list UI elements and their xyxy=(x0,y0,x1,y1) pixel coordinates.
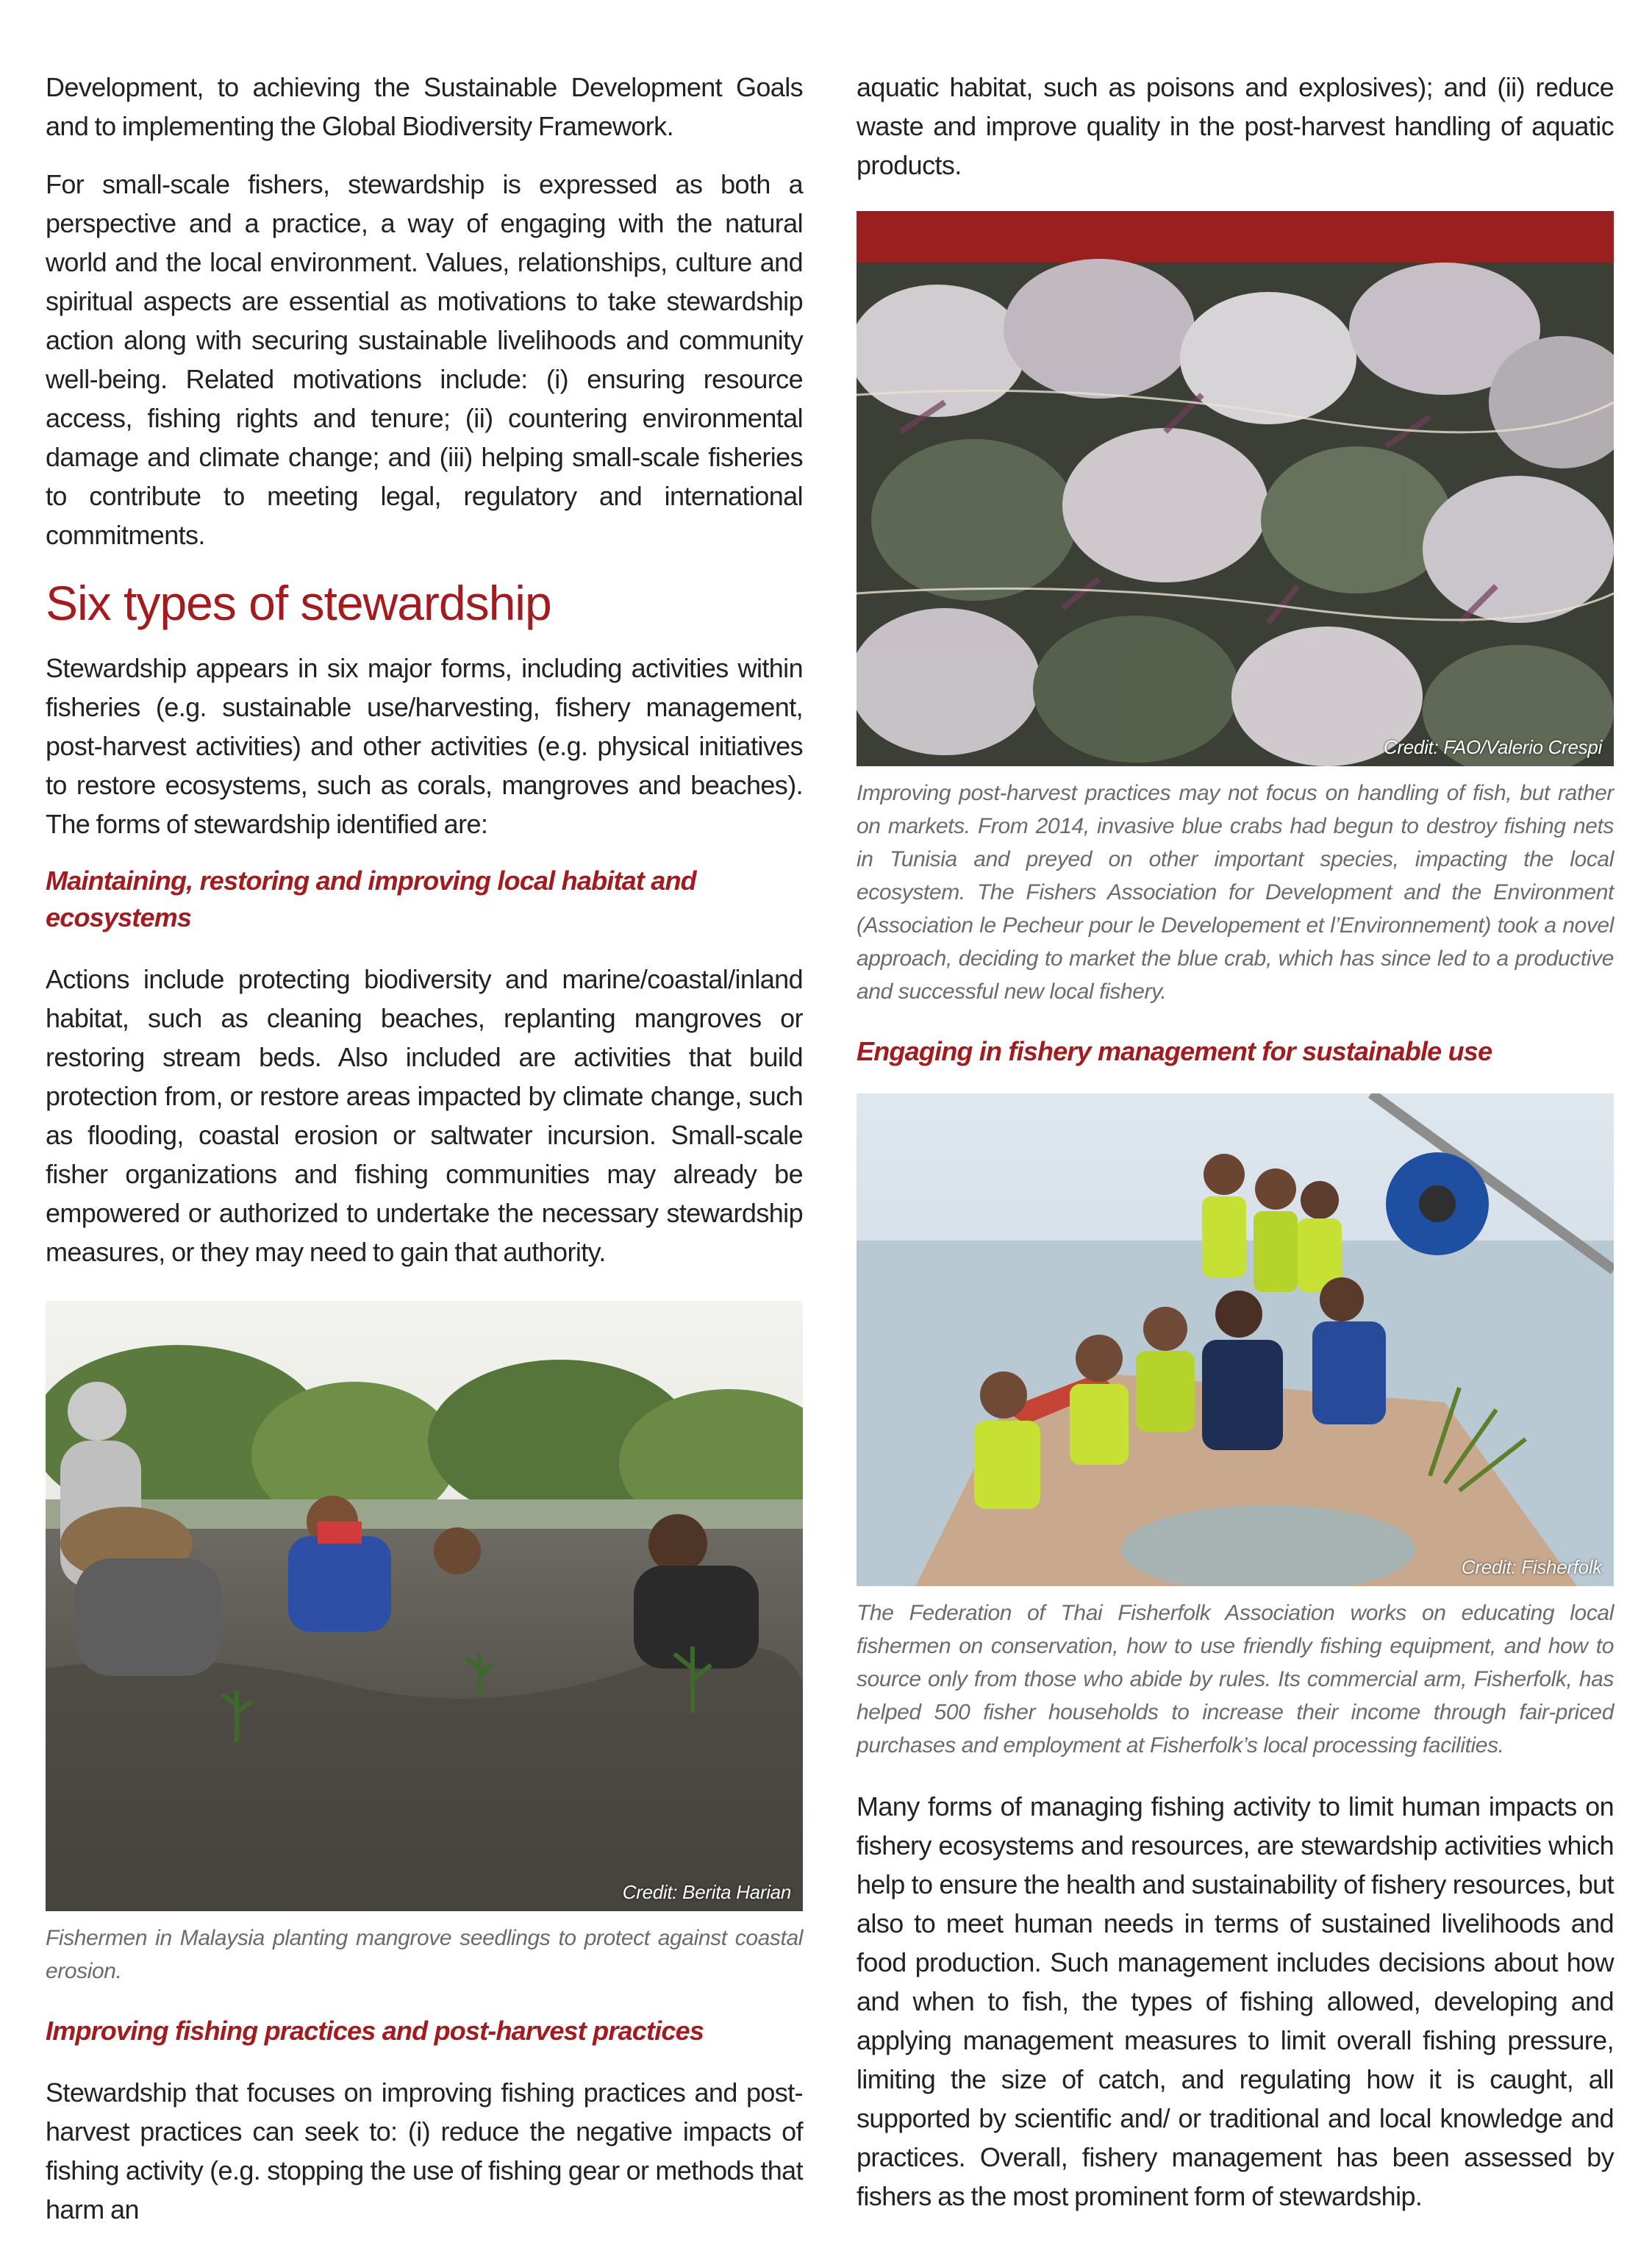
habitat-subheading: Maintaining, restoring and improving local habitat and ecosystems xyxy=(46,866,696,932)
boat-photo-illustration xyxy=(857,1093,1614,1586)
crabs-photo-caption: Improving post-harvest practices may not focus on handling of fish, but rather on markets. From 2014, invasive blue crabs had begun to destroy fishing nets in Tunisia and preyed on other important species, impacting the local ecosystem. The Fishers Association for Development and the Environment (Association le Pecheur pour le Developement et l’Environnement) took a novel approach, deciding to market the blue crab, which has since led to a productive and successful new local fishery. xyxy=(857,781,1614,1004)
management-subheading: Engaging in fishery management for sustainable use xyxy=(857,1036,1492,1066)
boat-photo xyxy=(857,1093,1614,1586)
six-forms-paragraph: Stewardship appears in six major forms, including activities within fisheries (e.g. sustainable use/harvesting, fishery management, post-harvest activities) and other activities (e.g. physical initiatives to restore ecosystems, such as corals, mangroves and beaches). The forms of stewardship identified are: xyxy=(46,653,803,839)
mangrove-photo xyxy=(46,1301,803,1911)
mangrove-photo-credit: Credit: Berita Harian xyxy=(622,1881,791,1903)
right-column xyxy=(857,68,1614,2235)
section-heading: Six types of stewardship xyxy=(46,576,551,630)
mangrove-photo-caption: Fishermen in Malaysia planting mangrove seedlings to protect against coastal erosion. xyxy=(46,1926,803,1983)
crabs-photo-illustration xyxy=(857,211,1614,766)
boat-photo-caption: The Federation of Thai Fisherfolk Association works on educating local fishermen on conservation, how to use friendly fishing equipment, and how to source only from those who abide by rules. Its commercial arm, Fisherfolk, has helped 500 fisher households to increase their income through fair-priced purchases and employment at Fisherfolk’s local processing facilities. xyxy=(857,1601,1614,1758)
crabs-photo xyxy=(857,211,1614,766)
continued-paragraph: aquatic habitat, such as poisons and explosives); and (ii) reduce waste and improve quality in the post-harvest handling of aquatic products. xyxy=(857,72,1614,180)
mangrove-photo-illustration xyxy=(46,1301,803,1911)
habitat-paragraph: Actions include protecting biodiversity and marine/coastal/inland habitat, such as cleaning beaches, replanting mangroves or restoring stream beds. Also included are activities that build protection from, or restore areas impacted by climate change, such as flooding, coastal erosion or saltwater incursion. Small-scale fisher organizations and fishing communities may already be empowered or authorized to undertake the necessary stewardship measures, or they may need to gain that authority. xyxy=(46,964,803,1267)
practices-subheading: Improving fishing practices and post-harvest practices xyxy=(46,2016,704,2046)
small-scale-paragraph: For small-scale fishers, stewardship is expressed as both a perspective and a practice, a way of engaging with the natural world and the local environment. Values, relationships, culture and spiritual aspects are essential as motivations to take stewardship action along with securing sustainable livelihoods and community well-being. Related motivations include: (i) ensuring resource access, fishing rights and tenure; (ii) countering environmental damage and climate change; and (iii) helping small-scale fisheries to contribute to meeting legal, regulatory and international commitments. xyxy=(46,169,803,550)
boat-photo-credit: Credit: Fisherfolk xyxy=(1461,1556,1602,1578)
management-paragraph: Many forms of managing fishing activity to limit human impacts on fishery ecosystems and resources, are stewardship activities which help to ensure the health and sustainability of fishery resources, but also to meet human needs in terms of sustained livelihoods and food production. Such management includes decisions about how and when to fish, the types of fishing allowed, developing and applying management measures to limit overall fishing pressure, limiting the size of catch, and regulating how it is caught, all supported by scientific and/ or traditional and local knowledge and practices. Overall, fishery management has been assessed by fishers as the most prominent form of stewardship. xyxy=(857,1791,1614,2211)
left-column xyxy=(46,68,803,2248)
intro-paragraph: Development, to achieving the Sustainable Development Goals and to implementing the Global Biodiversity Framework. xyxy=(46,72,803,141)
crabs-photo-credit: Credit: FAO/Valerio Crespi xyxy=(1383,736,1602,758)
practices-paragraph: Stewardship that focuses on improving fishing practices and post-harvest practices can seek to: (i) reduce the negative impacts of fishing activity (e.g. stopping the use of fishing gear or methods that harm an xyxy=(46,2077,803,2224)
